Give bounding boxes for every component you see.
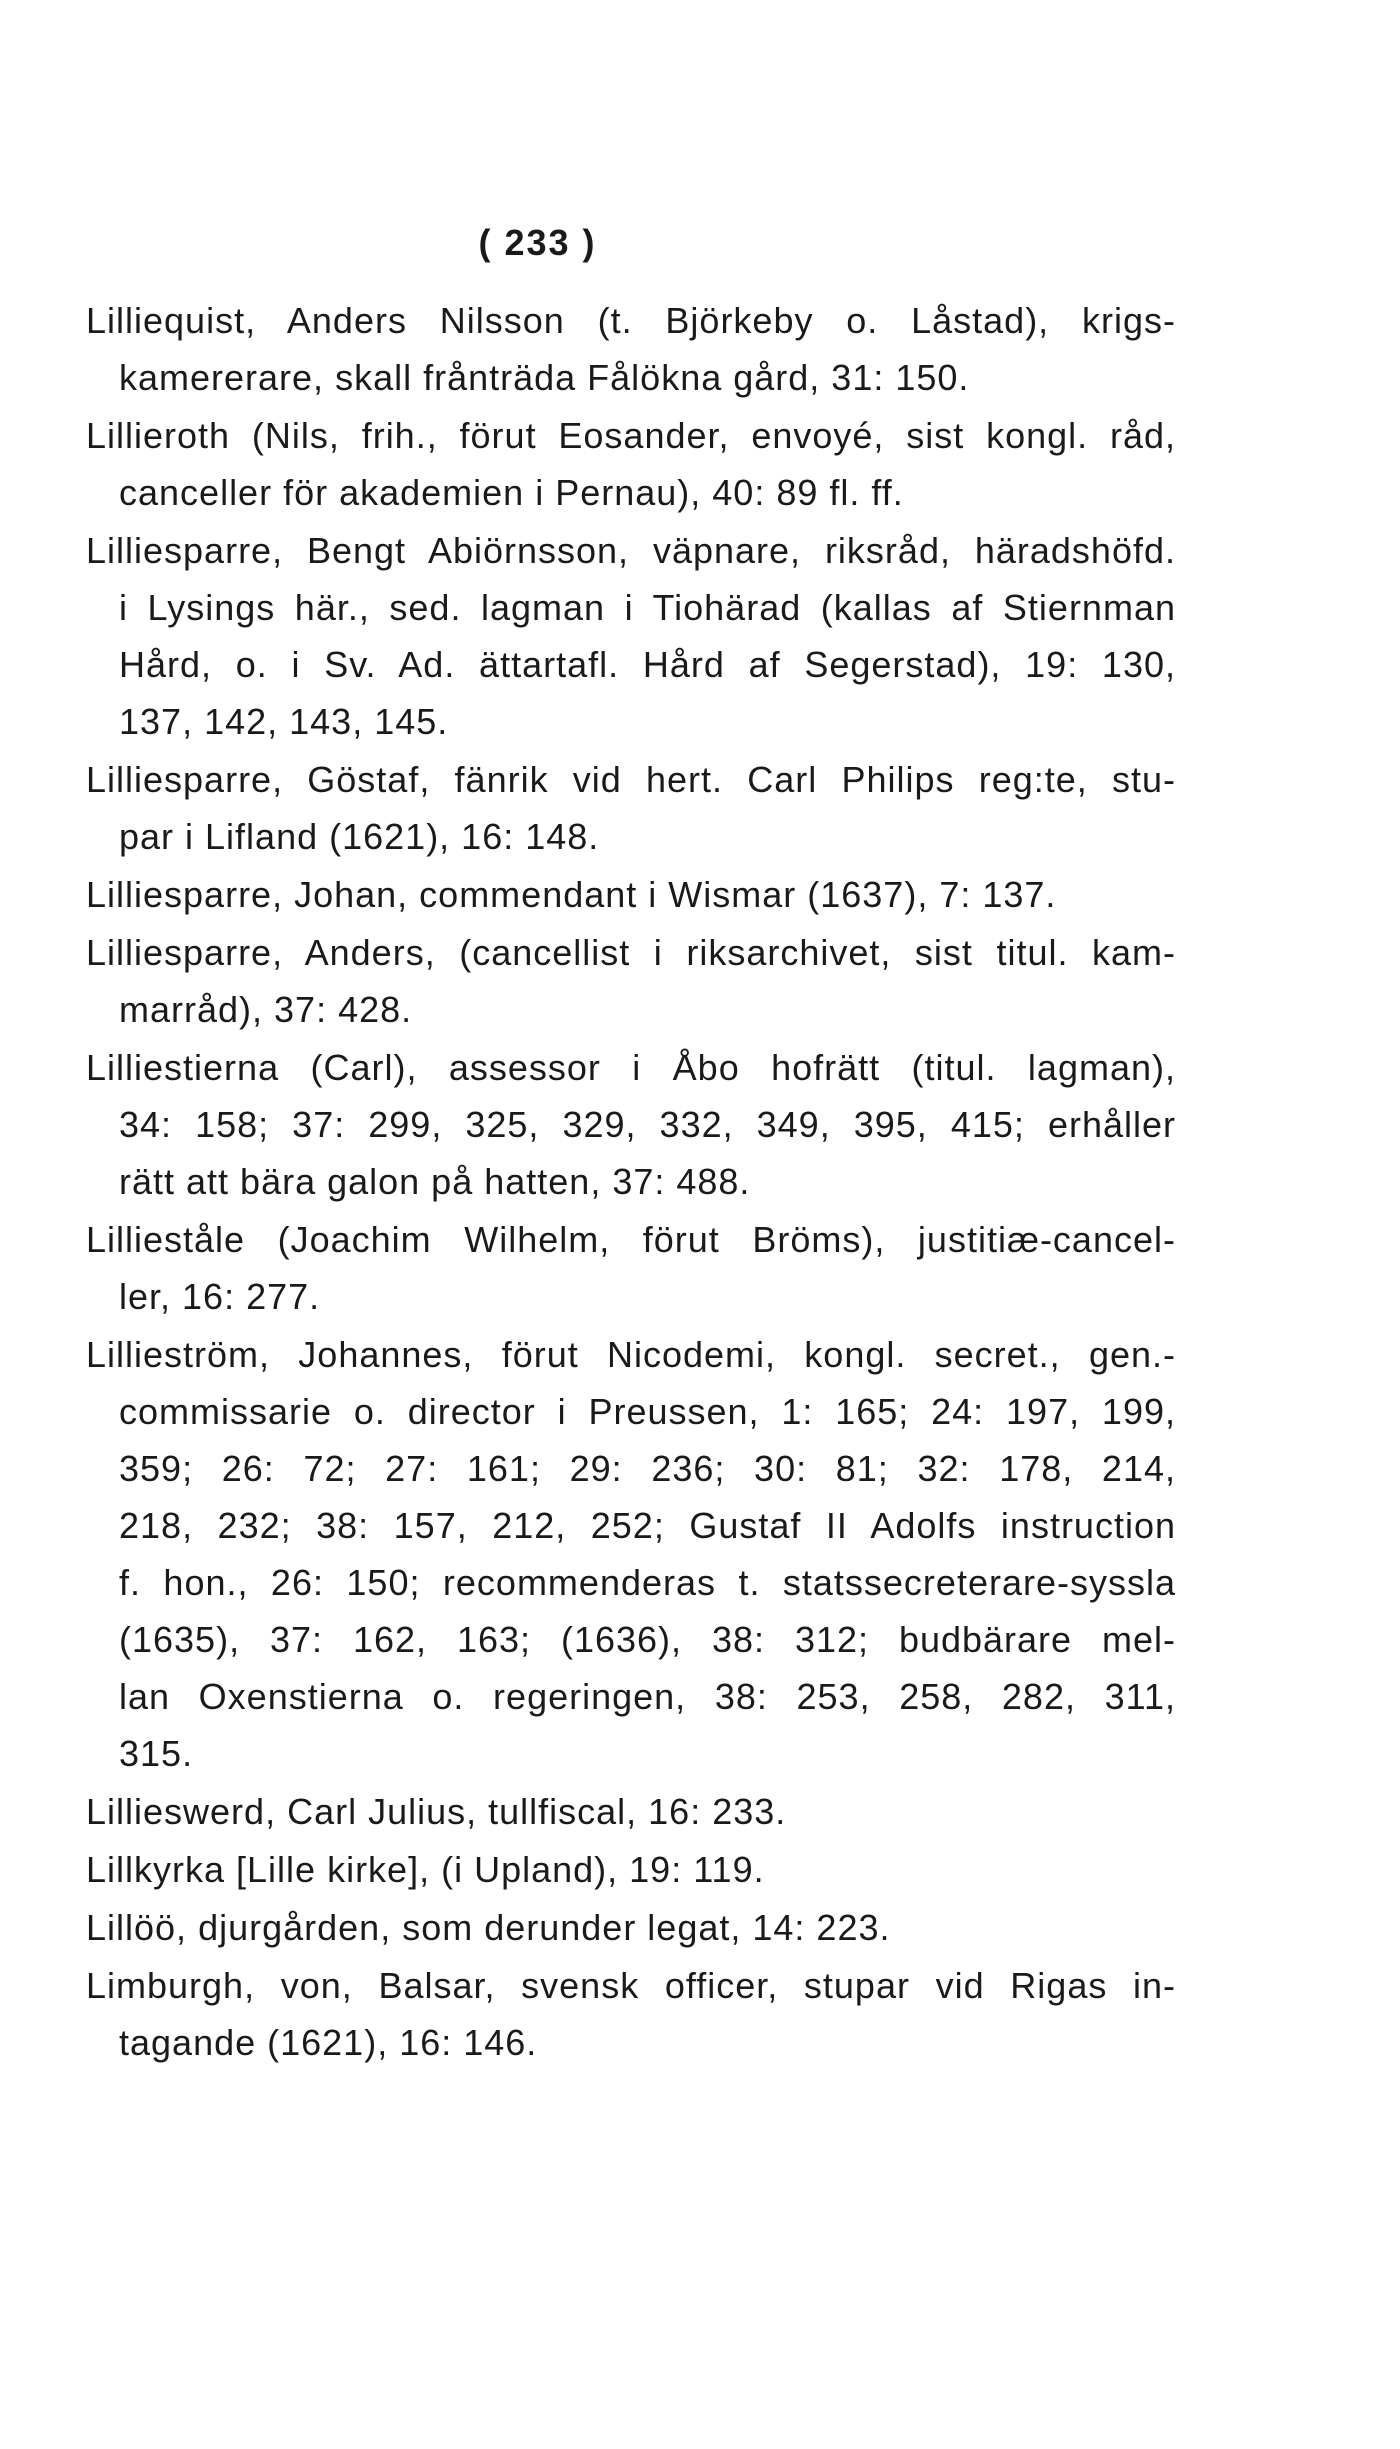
index-entry xyxy=(86,407,1176,521)
entry-headline: Lilliequist, Anders Nilsson (t. Björkeby o. Låstad), krigs- xyxy=(86,300,1176,341)
entry-headline: Limburgh, von, Balsar, svensk officer, stupar vid Rigas in- xyxy=(86,1965,1176,2006)
index-entry xyxy=(86,522,1176,750)
entry-headline: Lillieroth (Nils, frih., förut Eosander, envoyé, sist kongl. råd, xyxy=(86,415,1176,456)
entry-headline: Lilliesparre, Göstaf, fänrik vid hert. Carl Philips reg:te, stu- xyxy=(86,759,1176,800)
entry-continuation-line: i Lysings här., sed. lagman i Tiohärad (kallas af Stiernman xyxy=(119,587,1176,628)
entry-headline: Lillöö, djurgården, som derunder legat, 14: 223. xyxy=(86,1907,891,1948)
entry-headline: Lilliesparre, Johan, commendant i Wismar (1637), 7: 137. xyxy=(86,874,1057,915)
entry-continuation-line: lan Oxenstierna o. regeringen, 38: 253, 258, 282, 311, xyxy=(119,1676,1176,1717)
entry-continuation-line: marråd), 37: 428. xyxy=(119,989,413,1030)
entry-continuation-line: commissarie o. director i Preussen, 1: 165; 24: 197, 199, xyxy=(119,1391,1176,1432)
entry-continuation-line: 34: 158; 37: 299, 325, 329, 332, 349, 395, 415; erhåller xyxy=(119,1104,1176,1145)
entry-continuation-line: (1635), 37: 162, 163; (1636), 38: 312; budbärare mel- xyxy=(119,1619,1176,1660)
index-entry xyxy=(86,292,1176,406)
page-number: ( 233 ) xyxy=(478,222,597,263)
entry-headline: Lillkyrka [Lille kirke], (i Upland), 19: 119. xyxy=(86,1849,765,1890)
index-entry xyxy=(86,1841,1176,1898)
index-entry xyxy=(86,751,1176,865)
entry-headline: Lilliesparre, Bengt Abiörnsson, väpnare, riksråd, häradshöfd. xyxy=(86,530,1176,571)
entry-continuation-line: 315. xyxy=(119,1733,194,1774)
entry-headline: Lillieström, Johannes, förut Nicodemi, kongl. secret., gen.- xyxy=(86,1334,1176,1375)
index-entry xyxy=(86,1326,1176,1782)
entry-continuation-line: 218, 232; 38: 157, 212, 252; Gustaf II Adolfs instruction xyxy=(119,1505,1176,1546)
entry-continuation-line: canceller för akademien i Pernau), 40: 89 fl. ff. xyxy=(119,472,904,513)
entry-headline: Lillieståle (Joachim Wilhelm, förut Bröms), justitiæ-cancel- xyxy=(86,1219,1176,1260)
entry-continuation-line: 359; 26: 72; 27: 161; 29: 236; 30: 81; 32: 178, 214, xyxy=(119,1448,1176,1489)
entry-continuation-line: f. hon., 26: 150; recommenderas t. statssecreterare-syssla xyxy=(119,1562,1176,1603)
entry-continuation-line: rätt att bära galon på hatten, 37: 488. xyxy=(119,1161,751,1202)
entry-continuation-line: 137, 142, 143, 145. xyxy=(119,701,449,742)
index-entry xyxy=(86,1211,1176,1325)
index-entry xyxy=(86,1957,1176,2071)
index-column xyxy=(86,292,1176,2072)
index-entry xyxy=(86,1783,1176,1840)
entry-headline: Lillieswerd, Carl Julius, tullfiscal, 16: 233. xyxy=(86,1791,787,1832)
entry-headline: Lilliesparre, Anders, (cancellist i riksarchivet, sist titul. kam- xyxy=(86,932,1176,973)
entry-continuation-line: ler, 16: 277. xyxy=(119,1276,321,1317)
entry-continuation-line: par i Lifland (1621), 16: 148. xyxy=(119,816,600,857)
index-entry xyxy=(86,866,1176,923)
entry-headline: Lilliestierna (Carl), assessor i Åbo hofrätt (titul. lagman), xyxy=(86,1047,1176,1088)
entry-continuation-line: Hård, o. i Sv. Ad. ättartafl. Hård af Segerstad), 19: 130, xyxy=(119,644,1176,685)
index-entry xyxy=(86,924,1176,1038)
index-entry xyxy=(86,1039,1176,1210)
entry-continuation-line: kamererare, skall frånträda Fålökna gård, 31: 150. xyxy=(119,357,970,398)
entry-continuation-line: tagande (1621), 16: 146. xyxy=(119,2022,538,2063)
index-entry xyxy=(86,1899,1176,1956)
